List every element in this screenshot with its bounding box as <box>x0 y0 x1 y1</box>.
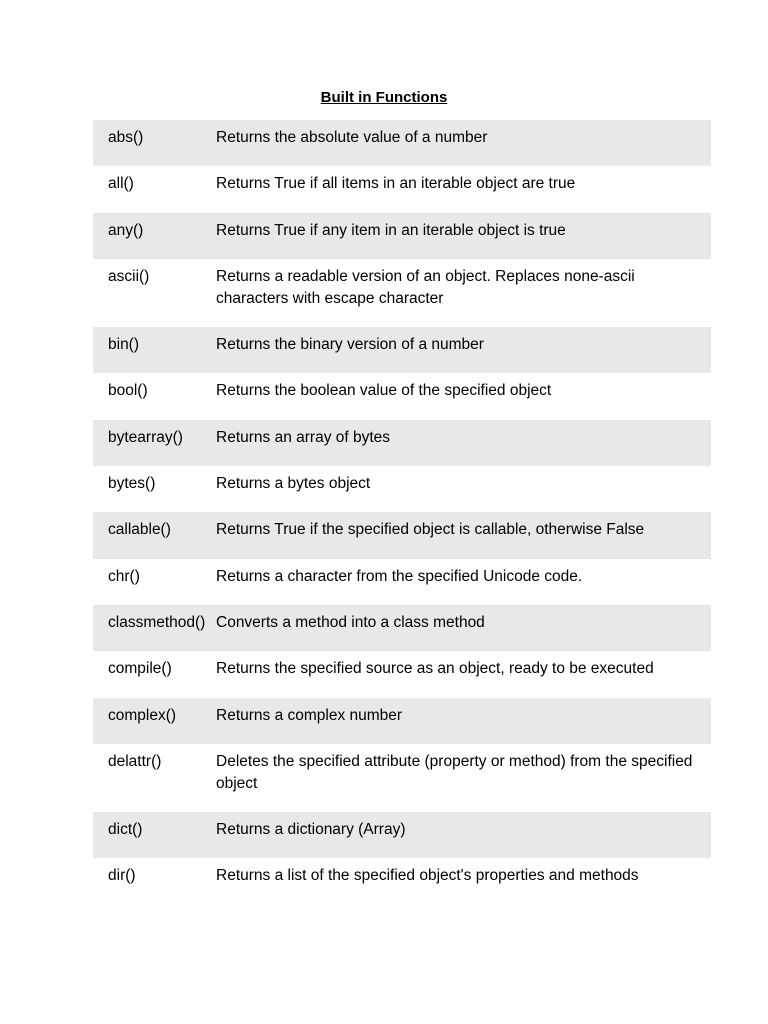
table-row <box>93 166 711 212</box>
table-row <box>93 259 711 327</box>
function-name: compile() <box>108 660 172 678</box>
table-row <box>93 858 711 904</box>
function-description: Returns a character from the specified Unicode code. <box>216 567 583 585</box>
function-name: bool() <box>108 382 148 400</box>
table-row <box>93 812 711 858</box>
function-description: Deletes the specified attribute (property or method) from the specified object <box>216 752 693 792</box>
table-row <box>93 420 711 466</box>
functions-table <box>93 120 711 905</box>
function-name: chr() <box>108 567 140 585</box>
function-name: classmethod() <box>108 613 206 631</box>
function-description: Returns a bytes object <box>216 475 371 493</box>
function-name: any() <box>108 221 144 239</box>
function-description: Returns True if any item in an iterable object is true <box>216 221 566 239</box>
function-name: bytes() <box>108 475 156 493</box>
function-description: Returns the boolean value of the specified object <box>216 382 552 400</box>
table-row <box>93 466 711 512</box>
function-name: bin() <box>108 336 140 354</box>
function-name: delattr() <box>108 752 162 770</box>
function-description: Converts a method into a class method <box>216 613 485 631</box>
table-row <box>93 327 711 373</box>
function-name: dict() <box>108 821 143 839</box>
function-description: Returns a readable version of an object. Replaces none-ascii characters with escape character <box>216 267 635 307</box>
table-row <box>93 512 711 558</box>
table-row <box>93 651 711 697</box>
function-name: all() <box>108 175 134 193</box>
table-row <box>93 605 711 651</box>
function-description: Returns True if all items in an iterable object are true <box>216 175 576 193</box>
function-description: Returns a dictionary (Array) <box>216 821 406 839</box>
table-row <box>93 213 711 259</box>
function-name: ascii() <box>108 267 150 285</box>
table-row <box>93 373 711 419</box>
function-description: Returns an array of bytes <box>216 428 391 446</box>
function-description: Returns the binary version of a number <box>216 336 484 354</box>
function-description: Returns the absolute value of a number <box>216 129 488 146</box>
function-name: dir() <box>108 867 136 885</box>
function-name: complex() <box>108 706 177 724</box>
function-description: Returns a complex number <box>216 706 403 724</box>
function-name: abs() <box>108 129 144 146</box>
function-description: Returns a list of the specified object's properties and methods <box>216 867 639 885</box>
table-row <box>93 744 711 812</box>
function-name: callable() <box>108 521 171 539</box>
table-row <box>93 698 711 744</box>
table-row <box>93 559 711 605</box>
document-title: Built in Functions <box>320 89 448 106</box>
function-description: Returns the specified source as an object, ready to be executed <box>216 660 654 678</box>
table-row <box>93 120 711 166</box>
function-name: bytearray() <box>108 428 183 446</box>
function-description: Returns True if the specified object is callable, otherwise False <box>216 521 645 539</box>
